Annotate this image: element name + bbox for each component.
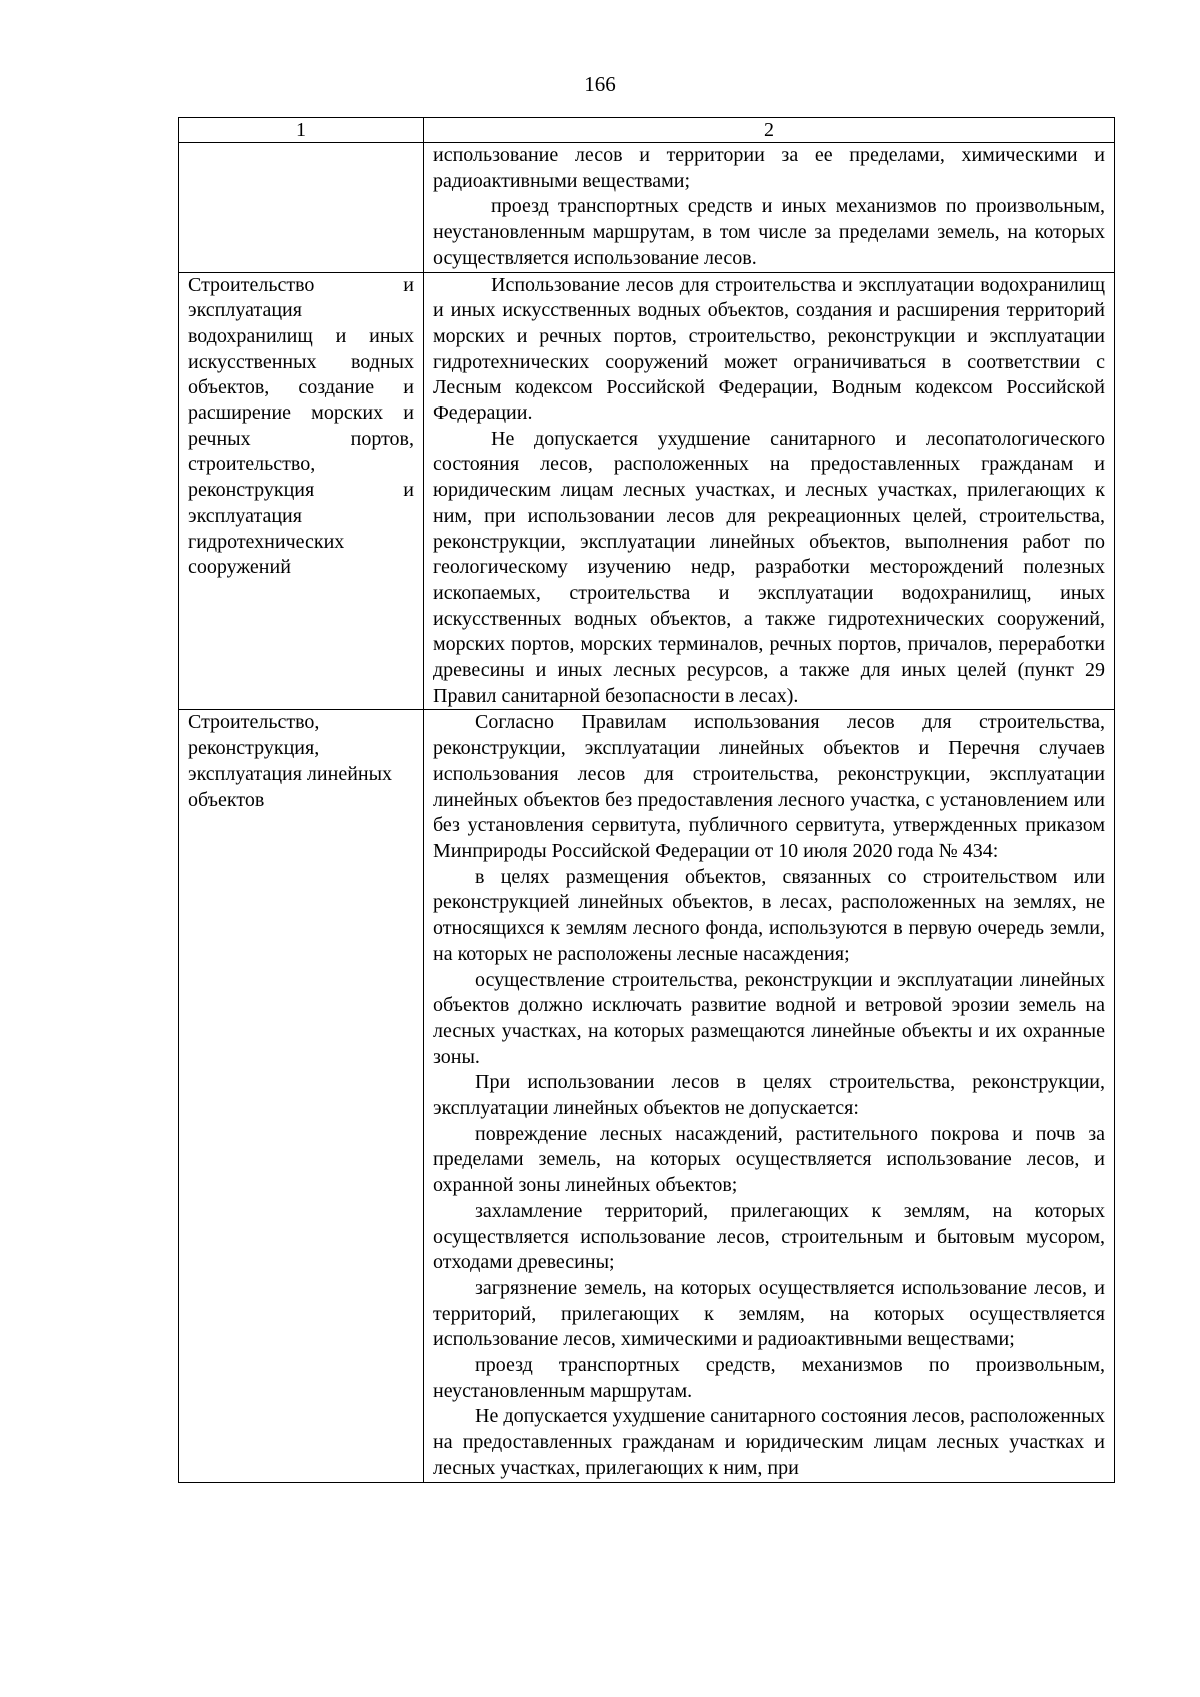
paragraph: использование лесов и территории за ее пределами, химическими и радиоактивными веществами;	[433, 144, 1105, 192]
paragraph: Использование лесов для строительства и эксплуатации водохранилищ и иных искусственных водных объектов, создания и расширения территорий морских и речных портов, строительство, реконструкции и эксплуатации гидротехнических сооружений может ограничиваться в соответствии с Лесным кодексом Российской Федерации, Водным кодексом Российской Федерации.	[433, 273, 1105, 425]
row-content-cell	[424, 143, 1115, 273]
row-label-cell	[179, 710, 424, 1482]
column-header-2: 2	[424, 118, 1115, 143]
paragraph: Не допускается ухудшение санитарного состояния лесов, расположенных на предоставленных гражданам и юридическим лицам лесных участках и лесных участках, прилегающих к ним, при	[433, 1405, 1105, 1479]
paragraph: При использовании лесов в целях строительства, реконструкции, эксплуатации линейных объектов не допускается:	[433, 1071, 1105, 1120]
row-content-cell	[424, 710, 1115, 1482]
paragraph: проезд транспортных средств, механизмов по произвольным, неустановленным маршрутам.	[433, 1354, 1105, 1402]
paragraph: загрязнение земель, на которых осуществляется использование лесов, и территорий, прилегающих к землям, на которых осуществляется использование лесов, химическими и радиоактивными веществами;	[433, 1276, 1105, 1351]
paragraph: в целях размещения объектов, связанных со строительством или реконструкцией линейных объектов, в лесах, расположенных на землях, не относящихся к землям лесного фонда, используются в первую очередь земли, на которых не расположены лесные насаждения;	[433, 865, 1105, 965]
row-content-cell	[424, 272, 1115, 710]
table-row	[179, 272, 1115, 710]
paragraph: осуществление строительства, реконструкции и эксплуатации линейных объектов должно исключать развитие водной и ветровой эрозии земель на лесных участках, на которых размещаются линейные объекты и их охранные зоны.	[433, 968, 1105, 1068]
paragraph: захламление территорий, прилегающих к землям, на которых осуществляется использование лесов, строительным и бытовым мусором, отходами древесины;	[433, 1199, 1105, 1274]
row-label: Строительство, реконструкция, эксплуатация линейных объектов	[188, 711, 393, 811]
table-row	[179, 143, 1115, 273]
paragraph: Не допускается ухудшение санитарного и лесопатологического состояния лесов, расположенных на предоставленных гражданам и юридическим лицам лесных участках, и лесных участках, прилегающих к ним, при использовании лесов для рекреационных целей, строительства, реконструкции, эксплуатации линейных объектов, выполнения работ по геологическому изучению недр, разработки месторождений полезных ископаемых, строительства и эксплуатации водохранилищ, иных искусственных водных объектов, а также гидротехнических сооружений, морских портов, морских терминалов, речных портов, причалов, переработки древесины и иных лесных ресурсов, а также для иных целей (пункт 29 Правил санитарной безопасности в лесах).	[433, 427, 1105, 707]
paragraph: повреждение лесных насаждений, растительного покрова и почв за пределами земель, на которых осуществляется использование лесов, и охранной зоны линейных объектов;	[433, 1122, 1105, 1197]
document-table	[178, 117, 1115, 1483]
table-header-row	[179, 118, 1115, 143]
paragraph: проезд транспортных средств и иных механизмов по произвольным, неустановленным маршрутам, в том числе за пределами земель, на которых осуществляется использование лесов.	[433, 195, 1105, 269]
table-row	[179, 710, 1115, 1482]
row-label-cell	[179, 272, 424, 710]
column-header-1: 1	[179, 118, 424, 143]
page-number: 166	[584, 72, 616, 96]
row-label: Строительство и эксплуатация водохранилищ и иных искусственных водных объектов, создание и расширение морских и речных портов, строительство, реконструкция и эксплуатация гидротехнических сооружений	[188, 273, 414, 579]
row-label-cell	[179, 143, 424, 273]
paragraph: Согласно Правилам использования лесов для строительства, реконструкции, эксплуатации линейных объектов и Перечня случаев использования лесов для строительства, реконструкции, эксплуатации линейных объектов без предоставления лесного участка, с установлением или без установления сервитута, публичного сервитута, утвержденных приказом Минприроды Российской Федерации от 10 июля 2020 года № 434:	[433, 711, 1105, 862]
